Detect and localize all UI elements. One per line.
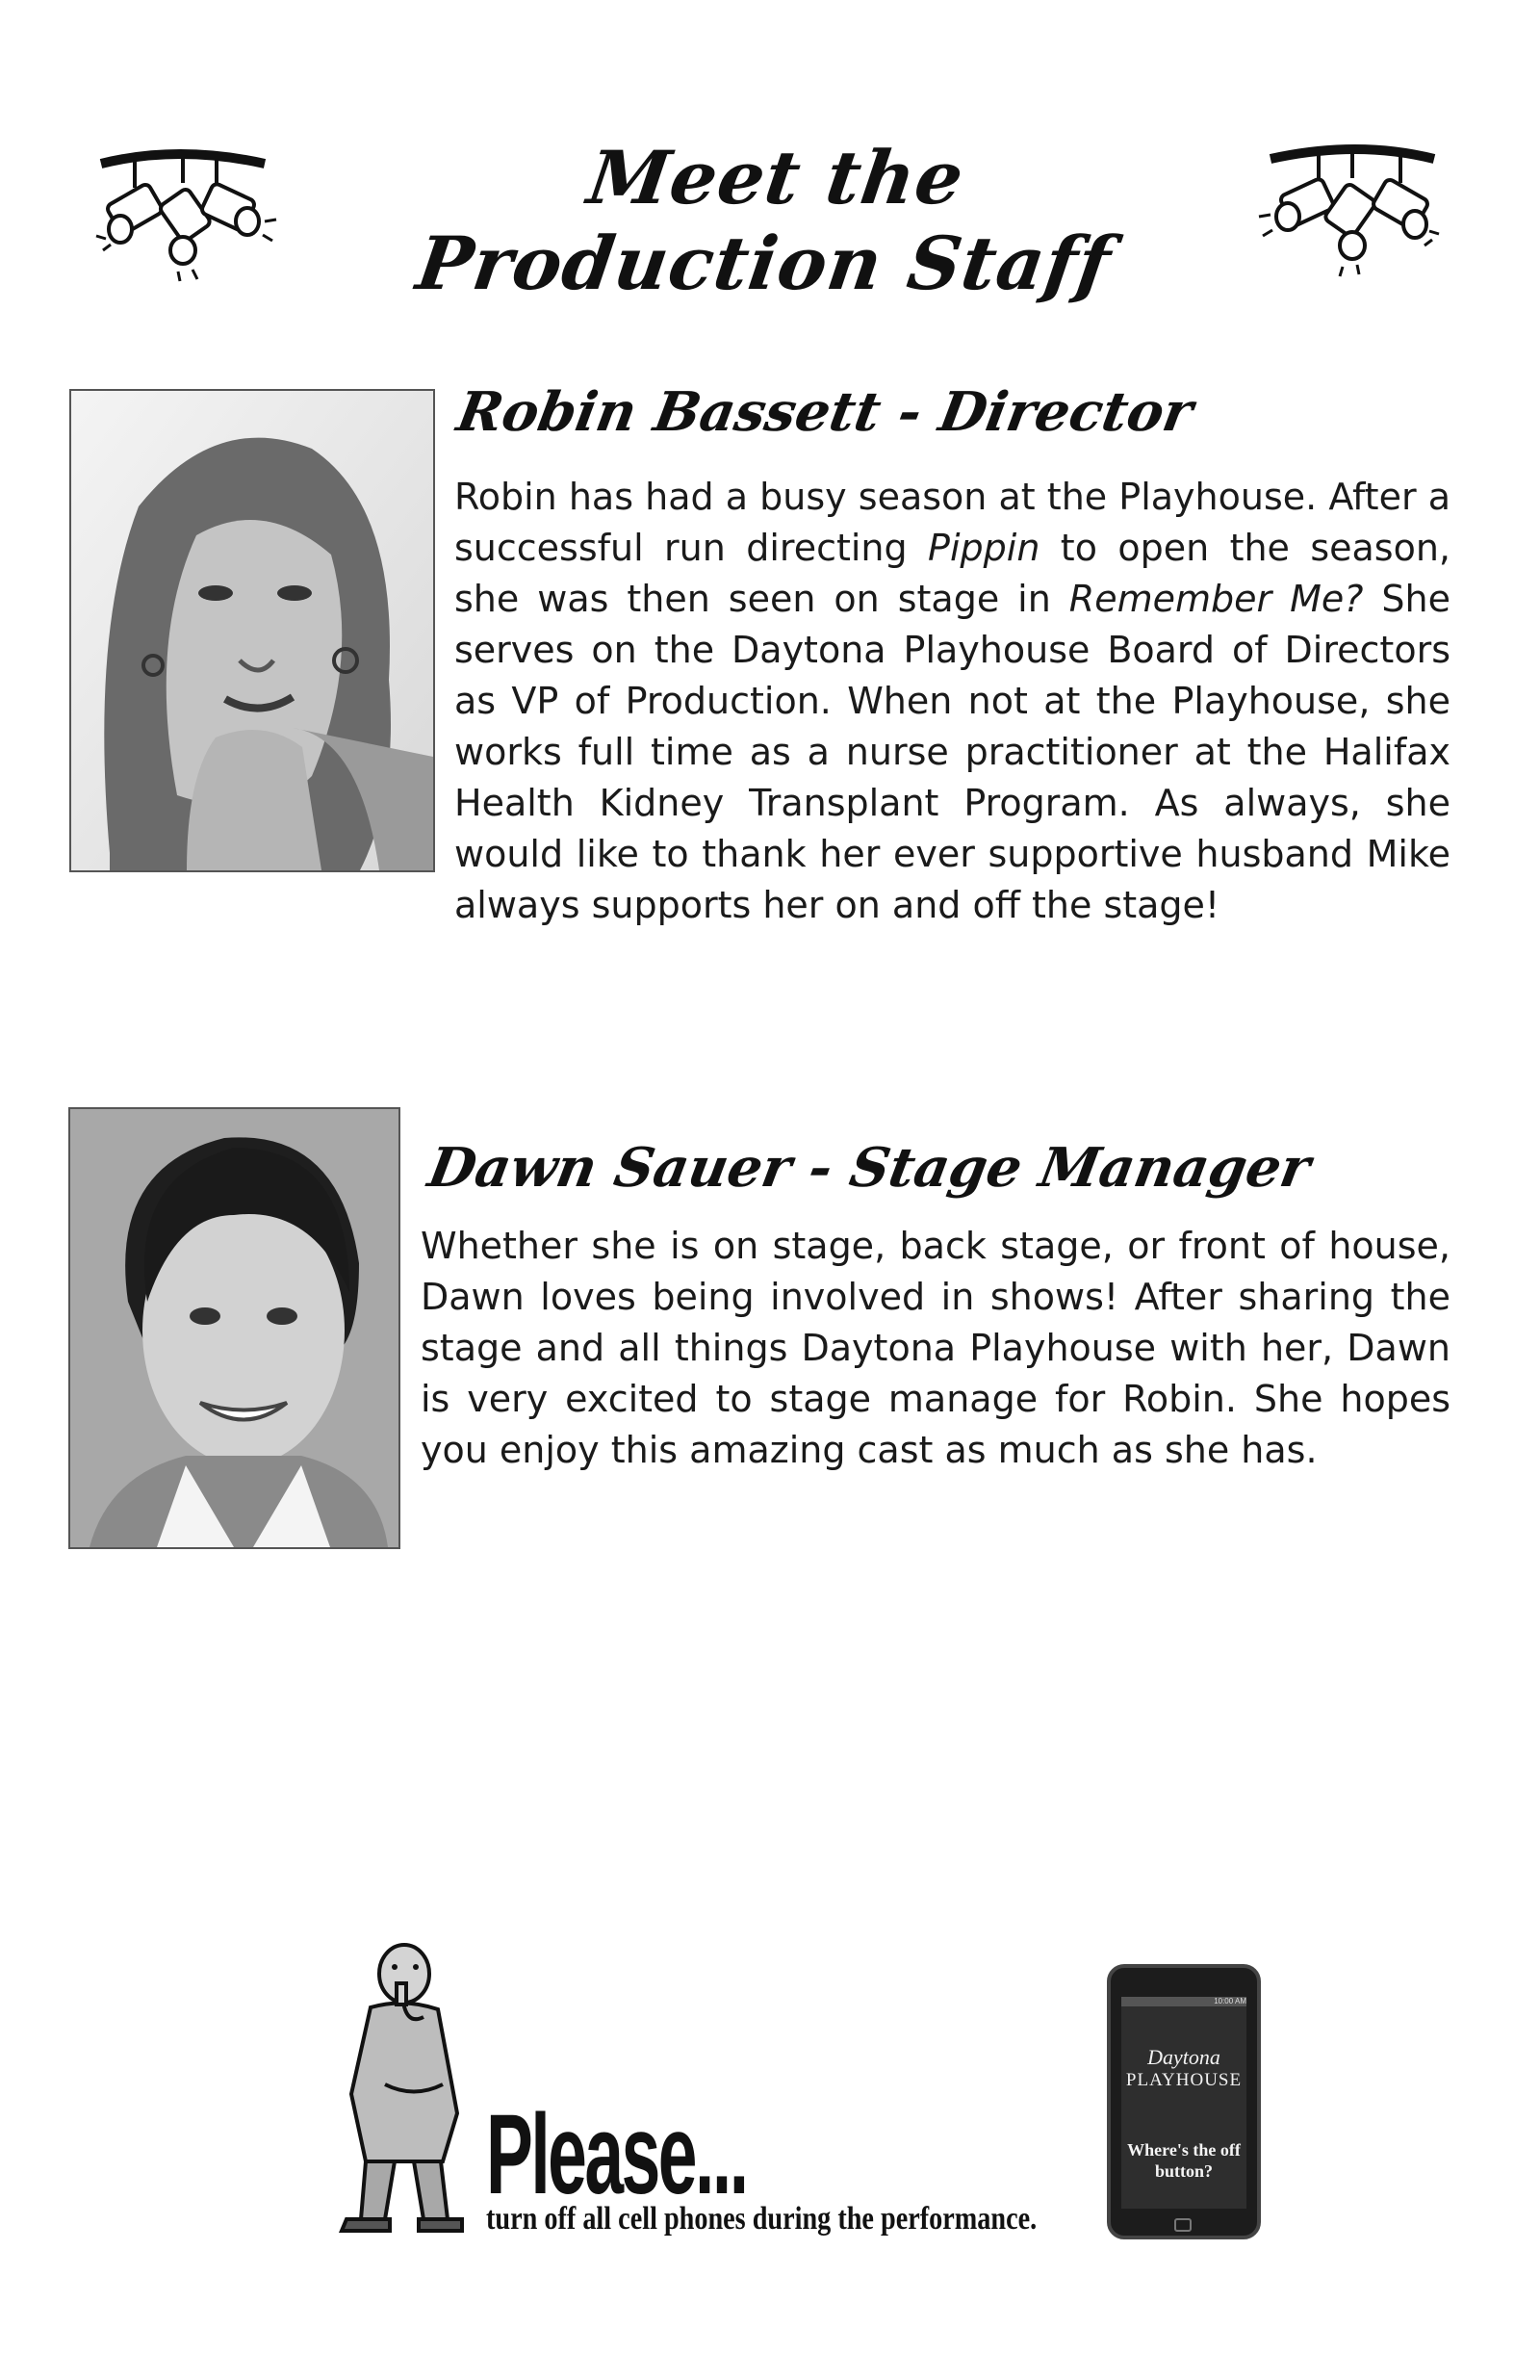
show-title: Pippin xyxy=(928,527,1040,569)
show-title: Remember Me? xyxy=(1068,578,1364,620)
playhouse-logo-wordmark: PLAYHOUSE xyxy=(1125,2070,1243,2090)
staff-bio-stage-manager: Whether she is on stage, back stage, or front of house, Dawn loves being involved in shows! After sharing the stage and all things Daytona Playhouse with her, Dawn is very excited to stage manage for Robin. She hopes you enjoy this amazing cast as much as she has. xyxy=(421,1225,1450,1471)
stage-lights-icon xyxy=(1251,140,1444,284)
shushing-man-illustration xyxy=(327,1940,500,2238)
phone-screen xyxy=(1121,1997,1246,2209)
bio-text: She serves on the Daytona Playhouse Board of Directors as VP of Production. When not at the Playhouse, she works full time as a nurse practitioner at the Halifax Health Kidney Transplant Program. As always, she would like to thank her ever supportive husband Mike always supports her on and off the stage! xyxy=(454,578,1450,926)
staff-heading-stage-manager: Dawn Sauer - Stage Manager xyxy=(424,1136,1316,1200)
stage-lights-icon xyxy=(91,144,284,289)
phone-status-bar: 10:00 AM xyxy=(1121,1997,1246,2006)
cell-phone-notice: turn off all cell phones during the performance. xyxy=(486,2201,1038,2237)
home-button-icon xyxy=(1174,2218,1192,2232)
phone-message: Where's the off button? xyxy=(1127,2140,1241,2181)
bio-text: to open the season, she was then seen on stage in xyxy=(454,527,1450,620)
portrait-photo xyxy=(68,1107,400,1549)
bio-text: Robin has had a busy season at the Playhouse. After a successful run directing xyxy=(454,476,1450,569)
portrait-photo xyxy=(69,389,435,872)
page-title: Meet the Production Staff xyxy=(411,135,1116,306)
please-notice-heading: Please... xyxy=(486,2091,747,2218)
staff-bio-director xyxy=(454,472,1450,931)
smartphone-illustration xyxy=(1107,1964,1261,2239)
staff-heading-director: Robin Bassett - Director xyxy=(452,380,1198,444)
playhouse-logo-script: Daytona xyxy=(1147,2045,1220,2069)
